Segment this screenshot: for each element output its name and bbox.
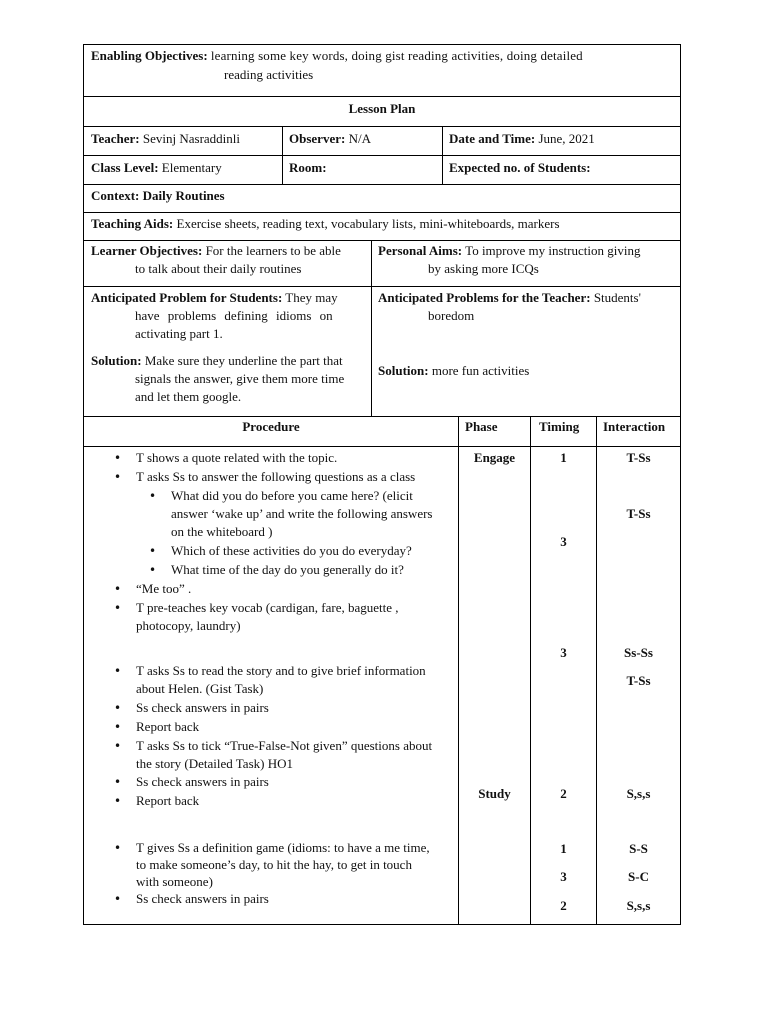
list-item: • Ss check answers in pairs	[136, 699, 269, 717]
teacher-label: Teacher:	[91, 131, 140, 146]
timing-value: 3	[560, 869, 567, 884]
interaction-column	[596, 446, 681, 925]
class-level-label: Class Level:	[91, 160, 159, 175]
timing-column	[530, 446, 597, 925]
teacher-problems-text: Students'	[593, 290, 641, 305]
lesson-plan-title-cell	[83, 96, 681, 127]
student-problems-text: They may	[285, 290, 338, 305]
context-value: Daily Routines	[142, 188, 225, 203]
personal-aims-text: To improve my instruction giving	[465, 243, 641, 258]
list-item-cont: the story (Detailed Task) HO1	[136, 756, 293, 771]
timing-value: 1	[560, 450, 567, 465]
teacher-solution-text: more fun activities	[431, 363, 530, 378]
list-item: • T shows a quote related with the topic.	[136, 449, 337, 467]
observer-value: N/A	[348, 131, 371, 146]
enabling-objectives-label: Enabling Objectives:	[91, 48, 208, 63]
procedure-body	[83, 446, 459, 925]
interaction-value: T-Ss	[626, 450, 651, 465]
list-item: • Which of these activities do you do everyday?	[171, 542, 412, 560]
interaction-value: Ss-Ss	[624, 645, 653, 660]
expected-students-cell	[442, 155, 681, 185]
student-problems-cell	[83, 286, 372, 417]
list-item: • Report back	[136, 792, 199, 810]
interaction-value: T-Ss	[626, 673, 651, 688]
list-item-cont: about Helen. (Gist Task)	[136, 681, 264, 696]
enabling-objectives-text: learning some key words, doing gist reading activities, doing detailed	[210, 48, 583, 63]
student-problems-text-3: activating part 1.	[135, 326, 223, 341]
interaction-value: T-Ss	[626, 506, 651, 521]
learner-objectives-text-cont: to talk about their daily routines	[135, 261, 302, 276]
student-problems-text-2: have problems defining idioms on	[135, 308, 333, 323]
observer-label: Observer:	[289, 131, 346, 146]
teacher-problems-cell	[371, 286, 681, 417]
teacher-cell	[83, 126, 283, 156]
interaction-header: Interaction	[596, 416, 681, 447]
list-item: • Ss check answers in pairs	[136, 890, 269, 908]
teaching-aids-cell	[83, 212, 681, 241]
list-item-cont: to make someone’s day, to hit the hay, to get in touch	[136, 857, 412, 872]
interaction-value: S-C	[628, 869, 649, 884]
student-solution-label: Solution:	[91, 353, 142, 368]
room-label: Room:	[289, 160, 327, 175]
enabling-objectives-cell	[83, 44, 681, 97]
list-item: • “Me too” .	[136, 580, 191, 598]
list-item-cont: with someone)	[136, 874, 213, 889]
page-title: Lesson Plan	[348, 101, 416, 116]
list-item: • Ss check answers in pairs	[136, 773, 269, 791]
interaction-value: S-S	[629, 841, 648, 856]
phase-header: Phase	[458, 416, 531, 447]
list-item: • T gives Ss a definition game (idioms: to have a me time,	[136, 839, 430, 857]
student-solution-text: Make sure they underline the part that	[144, 353, 343, 368]
timing-value: 3	[560, 645, 567, 660]
context-cell	[83, 184, 681, 213]
timing-value: 2	[560, 898, 567, 913]
context-label: Context:	[91, 188, 140, 203]
teaching-aids-value: Exercise sheets, reading text, vocabulary lists, mini-whiteboards, markers	[176, 216, 560, 231]
phase-study: Study	[478, 786, 511, 801]
expected-students-label: Expected no. of Students:	[449, 160, 591, 175]
teaching-aids-label: Teaching Aids:	[91, 216, 174, 231]
list-item: • What did you do before you came here? (elicit	[171, 487, 413, 505]
list-item: • T asks Ss to tick “True-False-Not given” questions about	[136, 737, 432, 755]
learner-objectives-cell	[83, 240, 372, 287]
teacher-name: Sevinj Nasraddinli	[142, 131, 241, 146]
personal-aims-cell	[371, 240, 681, 287]
learner-objectives-label: Learner Objectives:	[91, 243, 203, 258]
teacher-problems-label: Anticipated Problems for the Teacher:	[378, 290, 591, 305]
date-value: June, 2021	[538, 131, 595, 146]
student-solution-text-3: and let them google.	[135, 389, 242, 404]
room-cell	[282, 155, 443, 185]
list-item: • Report back	[136, 718, 199, 736]
student-problems-label: Anticipated Problem for Students:	[91, 290, 283, 305]
interaction-value: S,s,s	[626, 898, 651, 913]
list-item-cont: answer ‘wake up’ and write the following answers	[171, 506, 433, 521]
teacher-problems-text-2: boredom	[428, 308, 475, 323]
date-label: Date and Time:	[449, 131, 536, 146]
timing-value: 2	[560, 786, 567, 801]
timing-value: 3	[560, 534, 567, 549]
procedure-header: Procedure	[83, 416, 459, 447]
phase-column	[458, 446, 531, 925]
date-cell	[442, 126, 681, 156]
enabling-objectives-text-cont: reading activities	[224, 67, 314, 82]
list-item: • T asks Ss to read the story and to give brief information	[136, 662, 426, 680]
observer-cell	[282, 126, 443, 156]
timing-value: 1	[560, 841, 567, 856]
learner-objectives-text: For the learners to be able	[205, 243, 341, 258]
class-level-cell	[83, 155, 283, 185]
phase-engage: Engage	[473, 450, 516, 465]
personal-aims-text-cont: by asking more ICQs	[428, 261, 539, 276]
timing-header: Timing	[530, 416, 597, 447]
list-item: • What time of the day do you generally do it?	[171, 561, 404, 579]
list-item-cont: photocopy, laundry)	[136, 618, 241, 633]
teacher-solution-label: Solution:	[378, 363, 429, 378]
list-item: • T pre-teaches key vocab (cardigan, fare, baguette ,	[136, 599, 399, 617]
list-item-cont: on the whiteboard )	[171, 524, 273, 539]
interaction-value: S,s,s	[626, 786, 651, 801]
class-level-value: Elementary	[161, 160, 222, 175]
list-item: • T asks Ss to answer the following questions as a class	[136, 468, 415, 486]
student-solution-text-2: signals the answer, give them more time	[135, 371, 345, 386]
personal-aims-label: Personal Aims:	[378, 243, 463, 258]
